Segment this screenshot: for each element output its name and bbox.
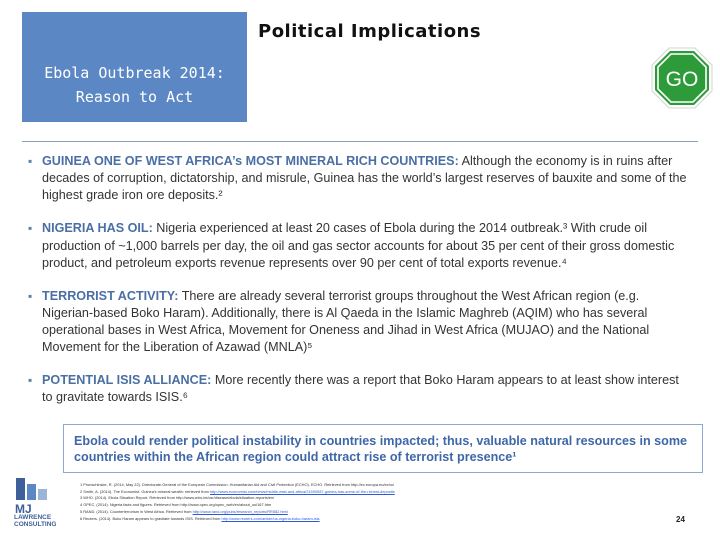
title-box-line2: Reason to Act — [75, 88, 194, 106]
go-sign-icon — [651, 47, 713, 109]
bullet-terrorist — [28, 288, 690, 357]
bullet-marker: ▪ — [28, 221, 33, 236]
bullet-nigeria — [28, 220, 690, 271]
bullet-isis — [28, 372, 690, 406]
bullet-marker: ▪ — [28, 373, 33, 388]
footnote: 3 WHO. (2014). Ebola Situation Report. Retrieved from http://www.who.int/csr/disease/ebola/situation-reports/en/ — [80, 495, 275, 501]
bullet-text: Nigeria experienced at least 20 cases of Ebola during the 2014 outbreak.³ With crude oil production of ~1,000 barrels per day, the oil and gas sector accounts for about 35 per cent of their gross domestic product, and petroleum exports revenue represents over 90 per cent of total exports revenue.⁴ — [42, 221, 675, 270]
title-box-line1: Ebola Outbreak 2014: — [44, 64, 225, 82]
bullet-lead: NIGERIA HAS OIL: — [42, 221, 153, 236]
page-title: Political Implications — [258, 21, 482, 42]
logo-letters: MJ — [15, 502, 32, 516]
page-number: 24 — [676, 515, 685, 524]
bullet-lead: TERRORIST ACTIVITY: — [42, 288, 179, 303]
footnote-link[interactable]: http://www.reuters.com/article/us-nigeria-boko-haram-isis — [221, 515, 320, 521]
bullet-guinea — [28, 153, 690, 204]
bullet-text: Although the economy is in ruins after decades of corruption, dictatorship, and misrule, Guinea has the world’s largest reserves of bauxite and some of the highest grade iron ore deposits.² — [42, 154, 687, 203]
header-divider — [22, 141, 698, 142]
callout-box: Ebola could render political instability in countries impacted; thus, valuable natural resources in some countries within the African region could attract rise of terrorist presence¹ — [63, 424, 703, 473]
bullet-lead: GUINEA ONE OF WEST AFRICA’s MOST MINERAL RICH COUNTRIES: — [42, 154, 459, 168]
footnote: 2 Smith, A. (2014). The Economist. Guinea's mineral wealth: retrieved from http://www.economist.com/news/middle-east-and-africa/21590587-guinea-has-some-of-the-richest-deposits — [80, 488, 395, 494]
footnote: 5 RAND. (2014). Counterterrorism in West Africa. Retrieved from http://www.rand.org/pubs/research_reports/RR582.html — [80, 508, 288, 514]
footnotes — [80, 482, 670, 522]
logo-name: LAWRENCE CONSULTING — [14, 514, 57, 529]
bullet-text: There are already several terrorist groups throughout the West African region (e.g. Nigerian-based Boko Haram). Additionally, there is Al Qaeda in the Islamic Maghreb (AQIM) who has several operational bases in West Africa, Movement for Oneness and Jihad in West Africa (MUJAO) and the National Movement for the Liberation of Azawad (MNLA)⁵ — [42, 288, 650, 355]
footnote-link[interactable]: http://www.rand.org/pubs/research_reports/RR582.html — [192, 508, 288, 514]
bullet-marker: ▪ — [28, 288, 33, 303]
bullet-list — [28, 153, 690, 423]
footnote: 4 OPEC. (2014). Nigeria facts and figures. Retrieved from http://www.opec.org/opec_web/en/about_us/167.htm — [80, 502, 272, 508]
footnote: 6 Reuters. (2014). Boko Haram appears to gravitate towards ISIS. Retrieved from http://www.reuters.com/article/us-nigeria-boko-haram-isis — [80, 515, 320, 521]
company-logo — [12, 476, 66, 540]
go-sign-text: GO — [665, 68, 699, 91]
footnote: 1 Pronschinske, R. (2014, May 22). Directorate-General of the European Commission. Humanitarian Aid and Civil Protection (ECHO). ECHO. Retrieved from http://ec.europa.eu/echo/ — [80, 482, 394, 487]
footnote-link[interactable]: http://www.economist.com/news/middle-east-and-africa/21590587-guinea-has-some-of-the-richest-deposits — [210, 488, 395, 494]
bullet-text: More recently there was a report that Boko Haram appears to at least show interest to gravitate towards ISIS.⁶ — [42, 373, 679, 405]
bullet-lead: POTENTIAL ISIS ALLIANCE: — [42, 373, 212, 388]
title-box — [22, 12, 247, 122]
bullet-marker: ▪ — [28, 154, 33, 168]
